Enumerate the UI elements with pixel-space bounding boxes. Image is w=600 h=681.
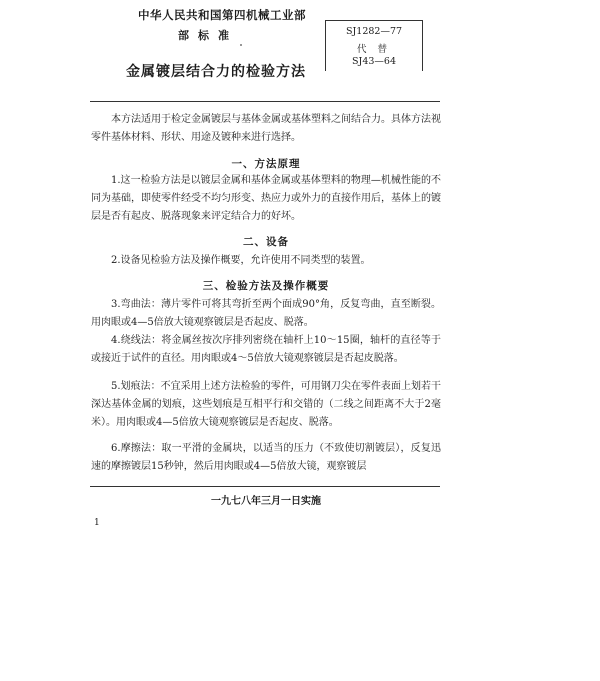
paragraph-6: 6.摩擦法：取一平滑的金属块，以适当的压力（不致使切割镀层），反复迅速的摩擦镀层15秒钟，然后用肉眼或4—5倍放大镜，观察镀层: [91, 443, 441, 472]
standard-label: 部标准: [178, 29, 238, 42]
standard-code: SJ1282—77: [345, 26, 403, 37]
effective-date: 一九七八年三月一日实施: [211, 496, 321, 507]
footer-divider: [90, 486, 440, 487]
replaced-code: SJ43—64: [352, 56, 396, 67]
paragraph-4: 4.绕线法：将金属丝按次序排列密绕在轴杆上10～15圈，轴杆的直径等于或接近于试件的直径。用肉眼或4～5倍放大镜观察镀层是否起皮脱落。: [91, 335, 441, 364]
page-number: 1: [94, 518, 100, 528]
section-heading-methods: 三、检验方法及操作概要: [202, 280, 330, 292]
replace-label: 代 替: [356, 44, 392, 55]
standard-code-box: [325, 20, 423, 71]
paragraph-2: 2.设备见检验方法及操作概要，允许使用不同类型的装置。: [111, 255, 371, 266]
scan-speck: [240, 44, 242, 46]
paragraph-3: 3.弯曲法：薄片零件可将其弯折至两个面成90°角，反复弯曲，直至断裂。用肉眼或4—5倍放大镜观察镀层是否起皮、脱落。: [91, 299, 441, 328]
paragraph-5: 5.划痕法：不宜采用上述方法检验的零件，可用钢刀尖在零件表面上划若干深达基体金属的划痕，这些划痕是互相平行和交错的（二线之间距离不大于2毫米）。用肉眼或4—5倍放大镜观察镀层是否起皮、脱落。: [91, 381, 441, 428]
intro-paragraph: 本方法适用于检定金属镀层与基体金属或基体塑料之间结合力。具体方法视零件基体材料、形状、用途及镀种来进行选择。: [91, 114, 441, 143]
header-divider: [90, 101, 440, 102]
section-heading-equipment: 二、设备: [243, 236, 289, 248]
document-title: 金属镀层结合力的检验方法: [126, 64, 306, 80]
ministry-name: 中华人民共和国第四机械工业部: [138, 8, 306, 22]
paragraph-1: 1.这一检验方法是以镀层金属和基体金属或基体塑料的物理—机械性能的不同为基础，即使零件经受不均匀形变、热应力或外力的直接作用后，基体上的镀层是否有起皮、脱落现象来评定结合力的好坏。: [91, 175, 441, 222]
section-heading-principle: 一、方法原理: [231, 158, 301, 170]
